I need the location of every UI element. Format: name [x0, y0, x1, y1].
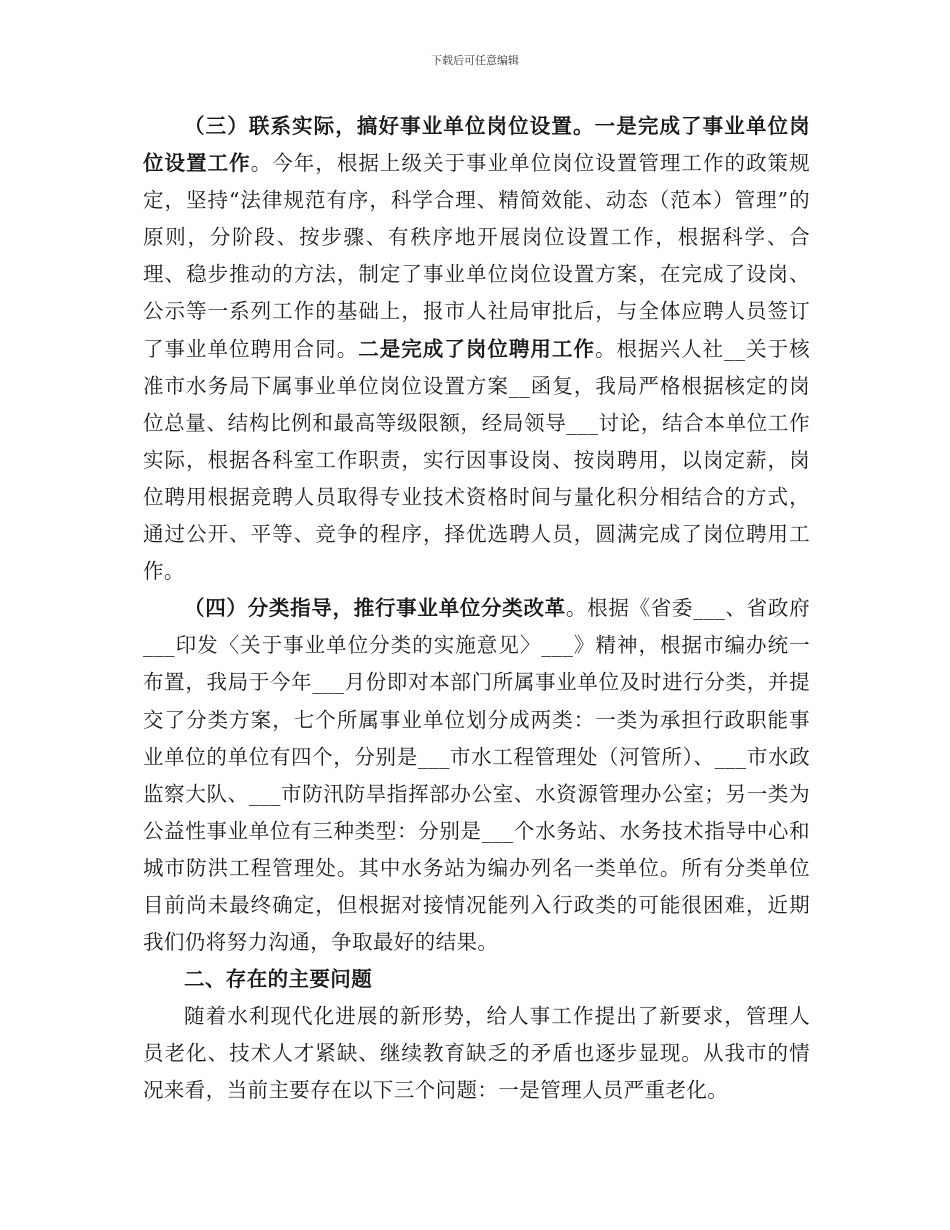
paragraph-lead: 二是完成了岗位聘用工作: [358, 336, 595, 361]
paragraph-heading: （四）分类指导，推行事业单位分类改革: [184, 596, 566, 621]
document-body: [143, 108, 810, 1110]
paragraph-text: 。根据《省委___、省政府___印发〈关于事业单位分类的实施意见〉___》精神，根据市编办统一布置，我局于今年___月份即对本部门所属事业单位及时进行分类，并提交了分类方案，七个所属事业单位划分成两类：一类为承担行政职能事业单位的单位有四个，分别是___市水工程管理处（河管所）、___市水政监察大队、___市防汛防旱指挥部办公室、水资源管理办公室；另一类为公益性事业单位有三种类型：分别是___个水务站、水务技术指导中心和城市防洪工程管理处。其中水务站为编办列名一类单位。所有分类单位目前尚未最终确定，但根据对接情况能列入行政类的可能很困难，近期我们仍将努力沟通，争取最好的结果。: [143, 596, 810, 955]
paragraph-text: 。根据兴人社__关于核准市水务局下属事业单位岗位设置方案__函复，我局严格根据核定的岗位总量、结构比例和最高等级限额，经局领导___讨论，结合本单位工作实际，根据各科室工作职责，实行因事设岗、按岗聘用，以岗定薪，岗位聘用根据竞聘人员取得专业技术资格时间与量化积分相结合的方式，通过公开、平等、竞争的程序，择优选聘人员，圆满完成了岗位聘用工作。: [143, 336, 811, 584]
paragraph-text: 。今年，根据上级关于事业单位岗位设置管理工作的政策规定，坚持“法律规范有序，科学合理、精简效能、动态（范本）管理”的原则，分阶段、按步骤、有秩序地开展岗位设置工作，根据科学、合理、稳步推动的方法，制定了事业单位岗位设置方案，在完成了设岗、公示等一系列工作的基础上，报市人社局审批后，与全体应聘人员签订了事业单位聘用合同。: [143, 151, 810, 361]
paragraph-classification-reform: [143, 590, 810, 961]
section-heading-main-problems: 二、存在的主要问题: [184, 967, 373, 992]
paragraph-heading: （三）联系实际，搞好事业单位岗位设置。: [184, 114, 595, 138]
paragraph-lead: 一是完成了事业单位岗位设置工作: [143, 114, 811, 176]
page-header: 下载后可任意编辑: [431, 54, 519, 67]
paragraph-job-setting: [143, 108, 810, 590]
paragraph-problems-intro: 随着水利现代化进展的新形势，给人事工作提出了新要求，管理人员老化、技术人才紧缺、继续教育缺乏的矛盾也逐步显现。从我市的情况来看，当前主要存在以下三个问题：一是管理人员严重老化。: [143, 1004, 810, 1103]
